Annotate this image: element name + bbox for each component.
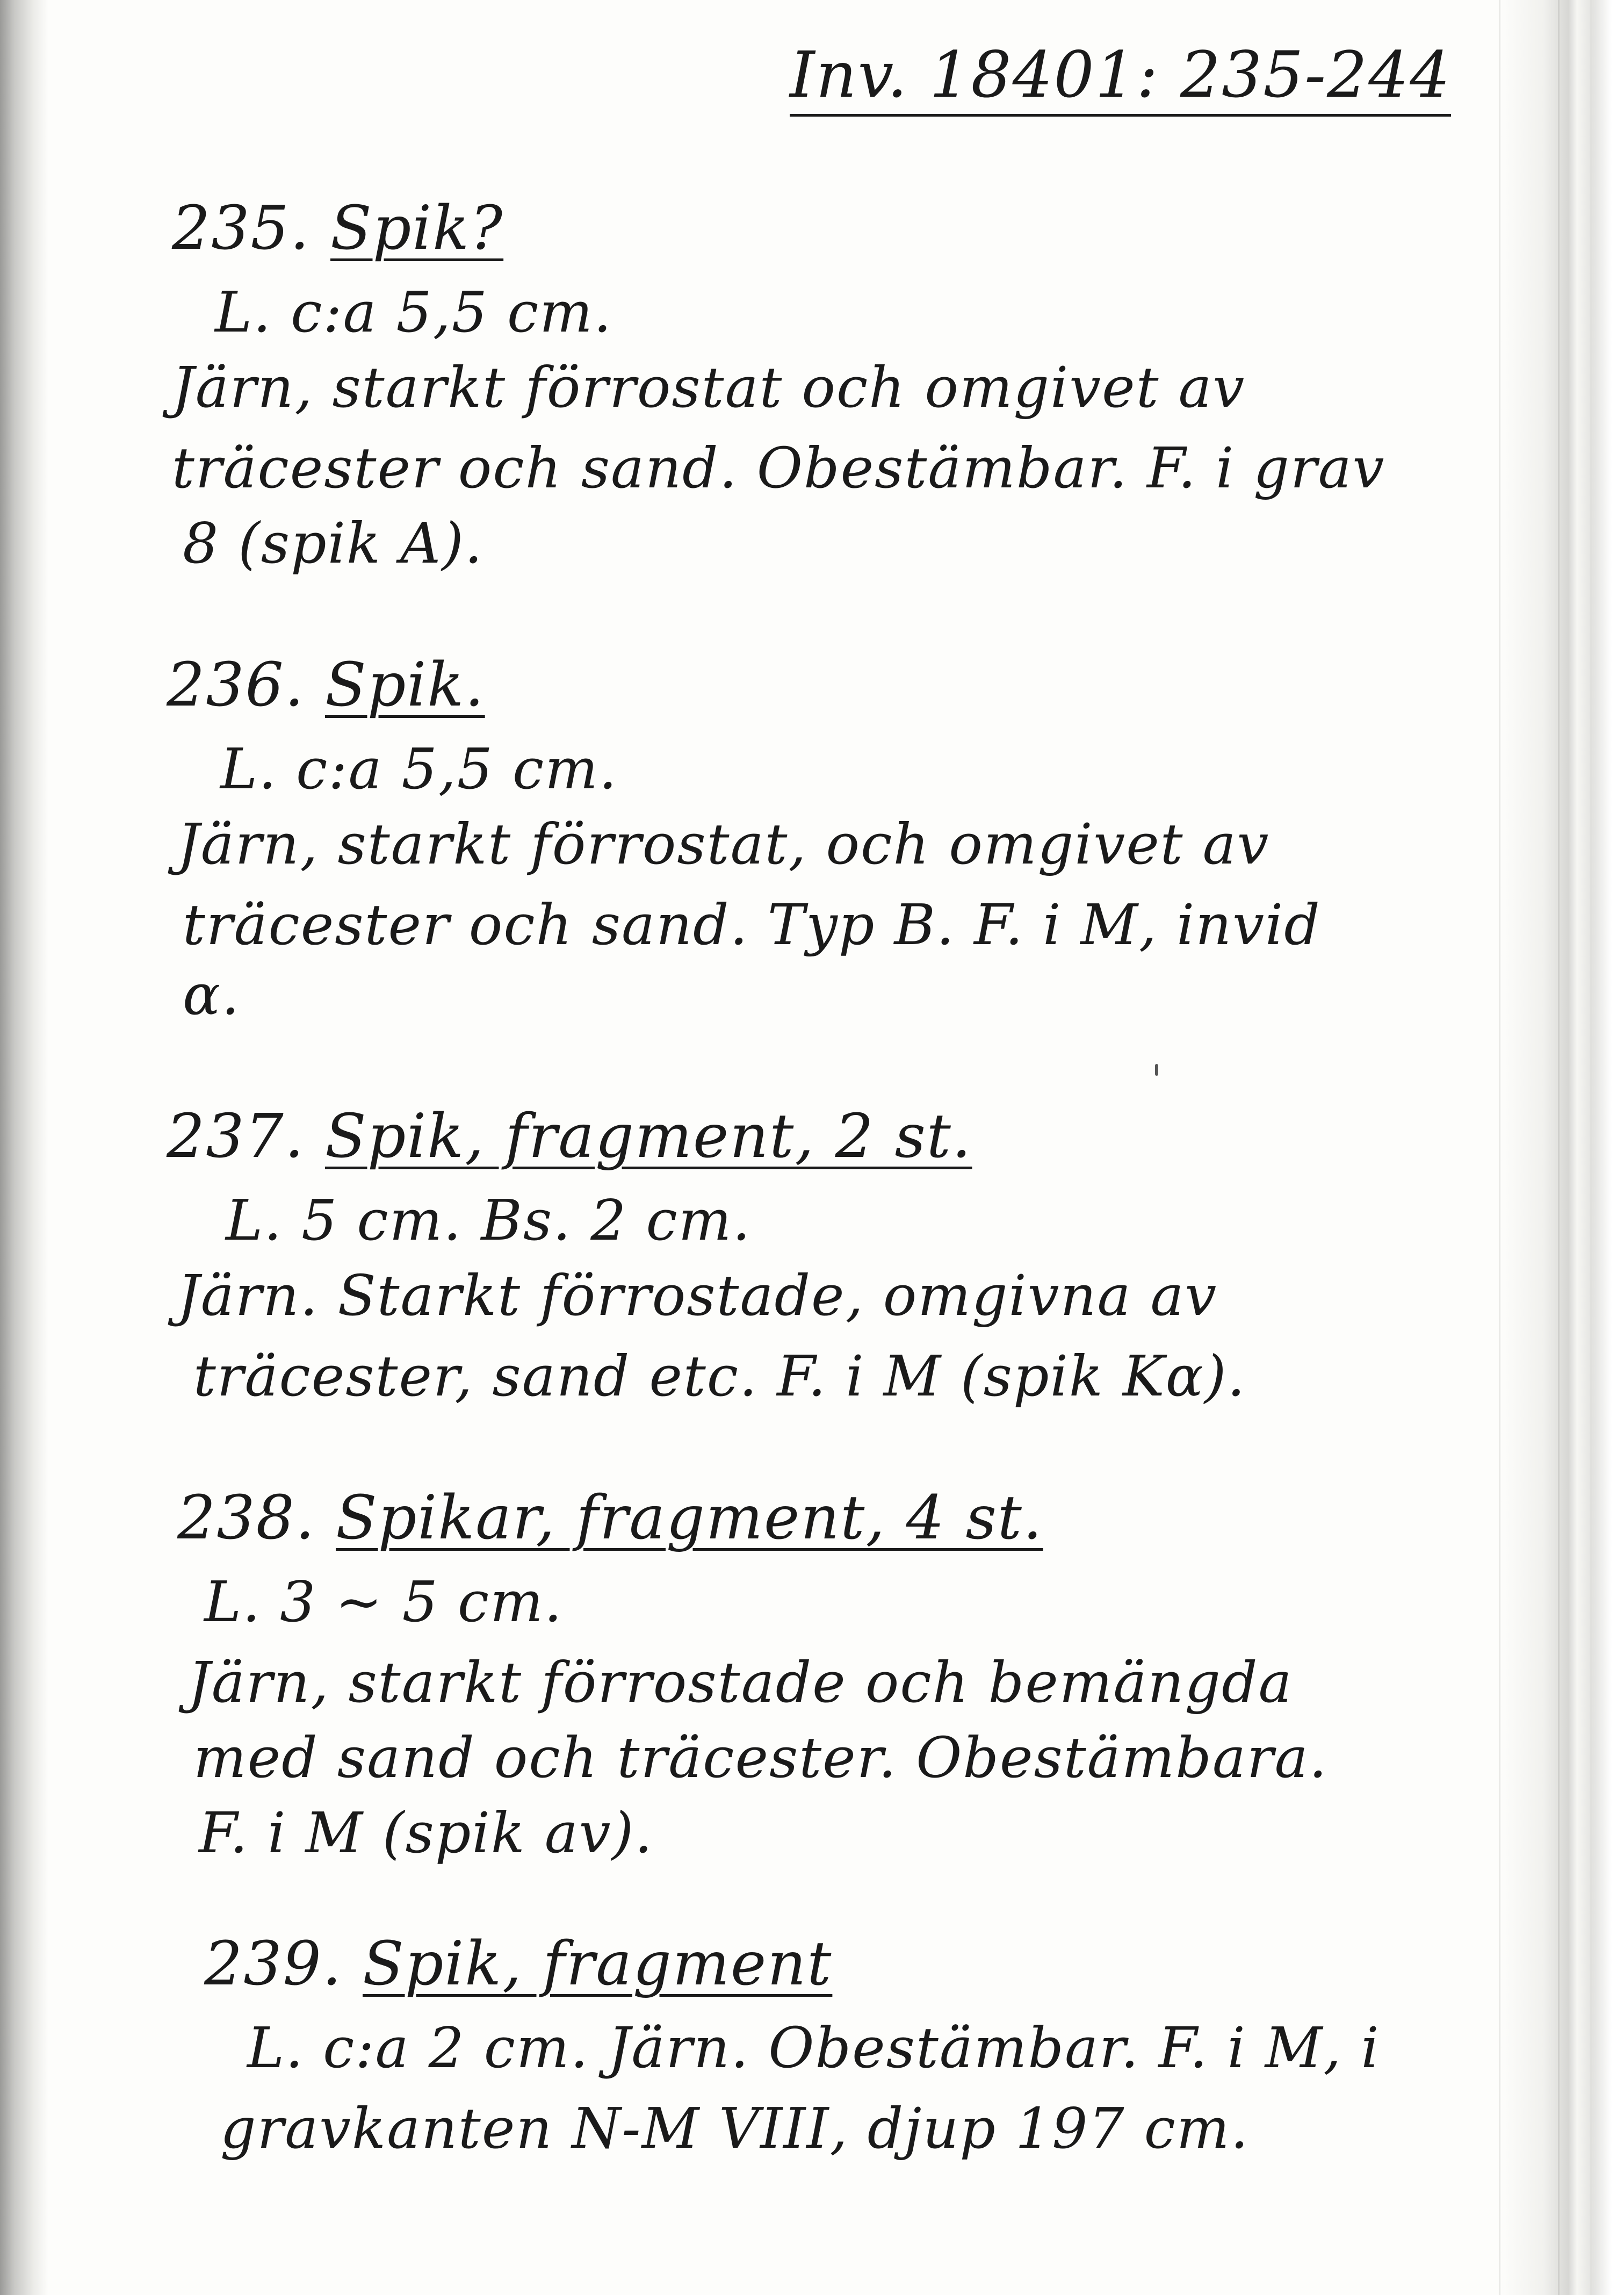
entry-number: 236. (167, 650, 305, 720)
entry-238-line-3: med sand och träcester. Obestämbara. (193, 1725, 1328, 1790)
stray-mark (1155, 1064, 1158, 1076)
inventory-header-underline (790, 114, 1451, 117)
entry-number: 239. (204, 1929, 343, 1999)
entry-238-line-2: Järn, starkt förrostade och bemängda (188, 1650, 1293, 1715)
page-edge (1499, 0, 1624, 2295)
entry-235-heading (172, 193, 503, 263)
entry-number: 237. (167, 1102, 305, 1171)
inventory-header-text: Inv. 18401: 235-244 (790, 38, 1452, 112)
entry-number: 235. (172, 193, 311, 263)
entry-238-line-1: L. 3 ~ 5 cm. (204, 1569, 563, 1635)
entry-237-heading (167, 1102, 972, 1171)
entry-239-line-2: gravkanten N-M VIII, djup 197 cm. (220, 2096, 1250, 2161)
entry-title: Spik. (324, 650, 485, 720)
entry-title: Spik, fragment, 2 st. (324, 1102, 972, 1171)
entry-238-heading (177, 1483, 1043, 1553)
inventory-header (790, 38, 1451, 117)
entry-236-heading (167, 650, 485, 720)
entry-235-line-2: Järn, starkt förrostat och omgivet av (172, 355, 1246, 420)
entry-237-line-3: träcester, sand etc. F. i M (spik Kα). (193, 1343, 1246, 1409)
entry-title: Spik? (330, 193, 504, 263)
page-edge-line (1590, 0, 1592, 2295)
entry-238-line-4: F. i M (spik av). (199, 1800, 654, 1866)
entry-237-line-2: Järn. Starkt förrostade, omgivna av (177, 1263, 1218, 1328)
entry-239-line-1: L. c:a 2 cm. Järn. Obestämbar. F. i M, i (247, 2015, 1380, 2081)
binding-shadow (0, 0, 48, 2295)
entry-number: 238. (177, 1483, 316, 1553)
entry-235-line-3: träcester och sand. Obestämbar. F. i grav (172, 435, 1385, 501)
entry-236-line-1: L. c:a 5,5 cm. (220, 736, 618, 802)
entry-236-line-4: α. (183, 962, 241, 1027)
entry-239-heading (204, 1929, 832, 1999)
entry-236-line-3: träcester och sand. Typ B. F. i M, invid (183, 892, 1321, 958)
page-edge-line (1558, 0, 1560, 2295)
entry-236-line-2: Järn, starkt förrostat, och omgivet av (177, 811, 1270, 877)
entry-title: Spikar, fragment, 4 st. (335, 1483, 1043, 1553)
entry-237-line-1: L. 5 cm. Bs. 2 cm. (226, 1188, 752, 1253)
entry-235-line-4: 8 (spik A). (183, 510, 483, 576)
entry-title: Spik, fragment (362, 1929, 833, 1999)
entry-235-line-1: L. c:a 5,5 cm. (215, 279, 612, 345)
